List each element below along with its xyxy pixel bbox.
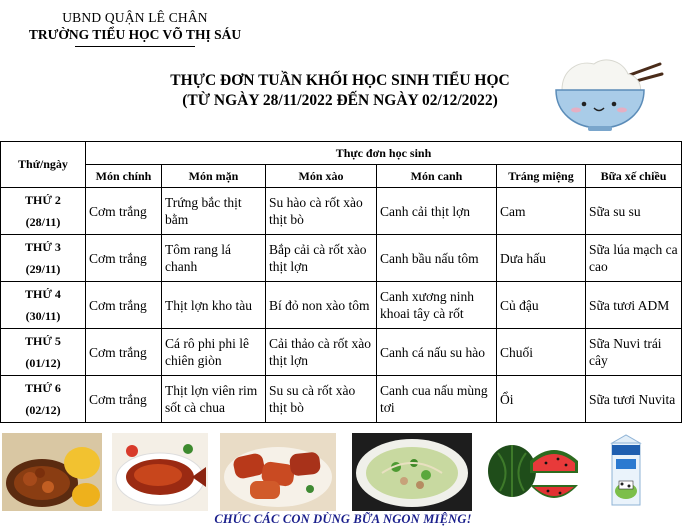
- date-label: (28/11): [25, 215, 61, 229]
- school-heading: [0, 10, 270, 47]
- column-header: Món mặn: [162, 165, 266, 188]
- school-name: TRƯỜNG TIỂU HỌC VÕ THỊ SÁU: [28, 27, 242, 42]
- table-cell: Dưa hấu: [497, 235, 586, 282]
- table-cell: Cá rô phi phi lê chiên giòn: [162, 329, 266, 376]
- table-cell: Cơm trắng: [86, 282, 162, 329]
- table-row: [1, 329, 682, 376]
- table-cell: Cải thảo cà rốt xào thịt lợn: [266, 329, 377, 376]
- day-label: THỨ 3: [25, 240, 61, 254]
- day-cell: [1, 376, 86, 423]
- milk-carton-icon: [606, 433, 646, 511]
- column-header: Bữa xế chiều: [586, 165, 682, 188]
- table-cell: Trứng bắc thịt bằm: [162, 188, 266, 235]
- fried-fish-icon: [112, 433, 208, 511]
- column-header: Tráng miệng: [497, 165, 586, 188]
- table-cell: Sữa lúa mạch ca cao: [586, 235, 682, 282]
- table-cell: Sữa Nuvi trái cây: [586, 329, 682, 376]
- table-cell: Bắp cải cà rốt xào thịt lợn: [266, 235, 377, 282]
- table-cell: Cơm trắng: [86, 188, 162, 235]
- menu-title: THỰC ĐƠN TUẦN KHỐI HỌC SINH TIỂU HỌC: [170, 72, 510, 89]
- group-header: Thực đơn học sinh: [86, 142, 682, 165]
- table-cell: Canh cải thịt lợn: [377, 188, 497, 235]
- braised-pork-icon: [2, 433, 102, 511]
- table-cell: Sữa tươi ADM: [586, 282, 682, 329]
- table-row: [1, 188, 682, 235]
- table-cell: Tôm rang lá chanh: [162, 235, 266, 282]
- table-cell: Canh cá nấu su hào: [377, 329, 497, 376]
- table-cell: Thịt lợn kho tàu: [162, 282, 266, 329]
- table-cell: Sữa tươi Nuvita: [586, 376, 682, 423]
- table-cell: Chuối: [497, 329, 586, 376]
- table-cell: Su hào cà rốt xào thịt bò: [266, 188, 377, 235]
- day-cell: [1, 235, 86, 282]
- date-label: (29/11): [25, 262, 61, 276]
- column-header: Món chính: [86, 165, 162, 188]
- soup-bowl-icon: [352, 433, 472, 511]
- watermelon-icon: [486, 433, 580, 511]
- table-cell: Su su cà rốt xào thịt bò: [266, 376, 377, 423]
- day-column-header: Thứ/ngày: [1, 142, 86, 188]
- day-cell: [1, 188, 86, 235]
- day-cell: [1, 329, 86, 376]
- footer-message: CHÚC CÁC CON DÙNG BỮA NGON MIỆNG!: [214, 512, 472, 526]
- table-header-row: [1, 142, 682, 165]
- table-cell: Cơm trắng: [86, 329, 162, 376]
- day-label: THỨ 2: [25, 193, 61, 207]
- menu-table: [0, 141, 682, 423]
- day-cell: [1, 282, 86, 329]
- day-label: THỨ 4: [25, 287, 61, 301]
- date-label: (02/12): [25, 403, 61, 417]
- table-row: [1, 235, 682, 282]
- table-cell: Canh bầu nấu tôm: [377, 235, 497, 282]
- rice-bowl-icon: [548, 50, 666, 136]
- day-label: THỨ 6: [25, 381, 61, 395]
- table-cell: Thịt lợn viên rim sốt cà chua: [162, 376, 266, 423]
- table-cell: Củ đậu: [497, 282, 586, 329]
- menu-date-range: (TỪ NGÀY 28/11/2022 ĐẾN NGÀY 02/12/2022): [182, 92, 498, 109]
- table-cell: Canh cua nấu mùng tơi: [377, 376, 497, 423]
- table-cell: Cơm trắng: [86, 235, 162, 282]
- column-header: Món xào: [266, 165, 377, 188]
- table-cell: Sữa su su: [586, 188, 682, 235]
- date-label: (30/11): [25, 309, 61, 323]
- table-row: [1, 376, 682, 423]
- glazed-meat-icon: [220, 433, 336, 511]
- column-header: Món canh: [377, 165, 497, 188]
- date-label: (01/12): [25, 356, 61, 370]
- day-label: THỨ 5: [25, 334, 61, 348]
- table-cell: Canh xương ninh khoai tây cà rốt: [377, 282, 497, 329]
- table-cell: Ổi: [497, 376, 586, 423]
- table-cell: Cam: [497, 188, 586, 235]
- table-cell: Cơm trắng: [86, 376, 162, 423]
- table-cell: Bí đỏ non xào tôm: [266, 282, 377, 329]
- table-row: [1, 282, 682, 329]
- column-header-row: [1, 165, 682, 188]
- heading-underline: [75, 46, 195, 47]
- food-photo-strip: [0, 433, 686, 513]
- menu-titles: [120, 72, 560, 110]
- district-name: UBND QUẬN LÊ CHÂN: [62, 10, 208, 25]
